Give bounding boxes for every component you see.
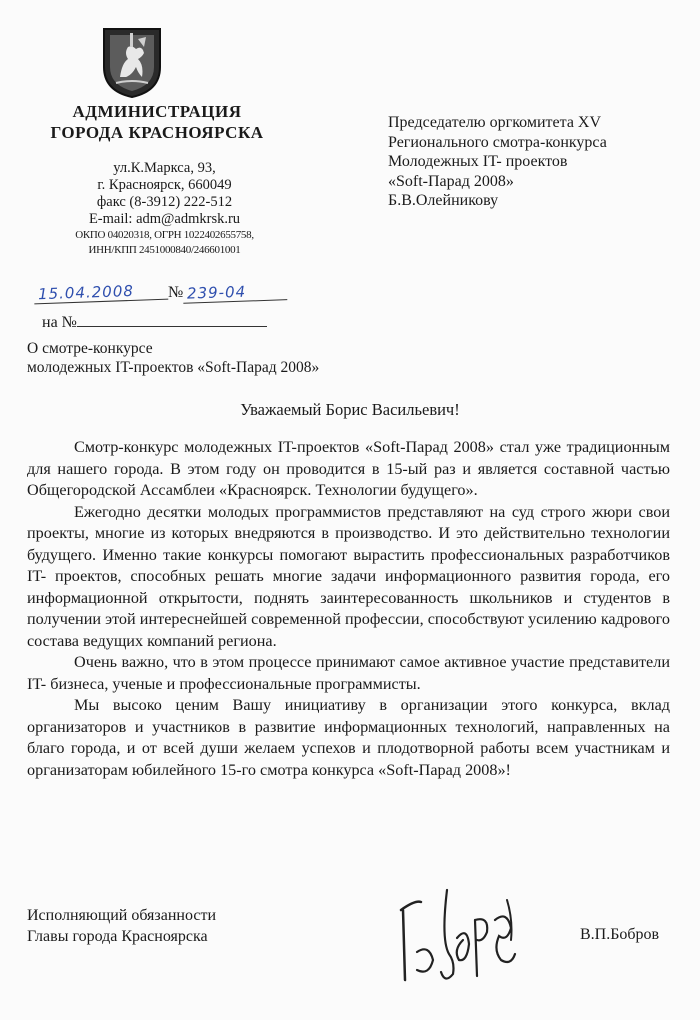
org-name-line1: АДМИНИСТРАЦИЯ [72,102,242,121]
addressee-line1: Председателю оргкомитета XV [388,114,602,131]
organization-name [42,101,272,143]
fax: факс (8-3912) 222-512 [96,194,233,210]
coat-of-arms-emblem [102,27,162,99]
number-label: № [168,284,184,301]
handwritten-signature [395,880,530,1005]
addressee-line5: Б.В.Олейникову [388,192,499,209]
email-row [42,211,287,228]
subject-line1: О смотре-конкурсе [27,340,153,357]
paragraph-1: Смотр-конкурс молодежных IT-проектов «Soft-Парад 2008» стал уже традиционным для нашего города. В этом году он проводится в 15-ый раз и является составной частью Общегородской Ассамблеи «Красноярск. Технологии будущего». [27,438,670,499]
signatory-name: В.П.Бобров [580,926,660,943]
handwritten-number: 239-04 [183,281,288,304]
email-link[interactable]: adm@admkrsk.ru [136,211,241,227]
subject-line2: молодежных IT-проектов «Soft-Парад 2008» [27,359,320,376]
signatory-position [27,905,216,947]
reply-reference-line [42,312,267,332]
reply-blank [77,312,267,327]
paragraph-3: Очень важно, что в этом процессе принимают самое активное участие представители IT- бизнеса, ученые и профессиональные программисты. [27,653,670,693]
org-name-line2: ГОРОДА КРАСНОЯРСКА [50,123,264,142]
addressee-block [388,113,607,211]
position-line2: Главы города Красноярска [27,928,208,945]
inn-kpp: ИНН/КПП 2451000840/246601001 [88,244,241,256]
paragraph-2: Ежегодно десятки молодых программистов представляют на суд строго жюри свои проекты, многие из которых внедряются в производство. И это действительно технологии будущего. Именно такие конкурсы помогают вырастить профессиональных разработчиков IT- проектов, способных решать многие задачи информационного развития города, его информационной открытости, поднять заинтересованность школьников и студентов в получении этой интереснейшей современной профессии, способствуют усилению кадрового состава ведущих компаний региона. [27,502,670,650]
registration-line [34,283,287,302]
position-line1: Исполняющий обязанности [27,907,217,924]
subject-block [27,339,319,377]
address-street: ул.К.Маркса, 93, [113,160,216,176]
email-label: E-mail: [88,211,137,227]
reply-label: на № [42,314,77,331]
letter-body [27,437,670,781]
paragraph-4: Мы высоко ценим Вашу инициативу в организации этого конкурса, вклад организаторов и участников в развитие информационных технологий, направленных на благо города, и от всей души желаем успехов и плодотворной работы всем участникам и организаторам юбилейного 15-го смотра конкурса «Soft-Парад 2008»! [27,696,670,779]
contact-block [42,160,287,258]
addressee-line2: Регионального смотра-конкурса [388,133,607,151]
handwritten-date: 15.04.2008 [34,281,169,305]
salutation: Уважаемый Борис Васильевич! [240,400,460,419]
registration-codes: ОКПО 04020318, ОГРН 1022402655758, [75,229,254,241]
address-city: г. Красноярск, 660049 [97,177,232,193]
addressee-line3: Молодежных IT- проектов [388,153,568,170]
addressee-line4: «Soft-Парад 2008» [388,172,514,190]
